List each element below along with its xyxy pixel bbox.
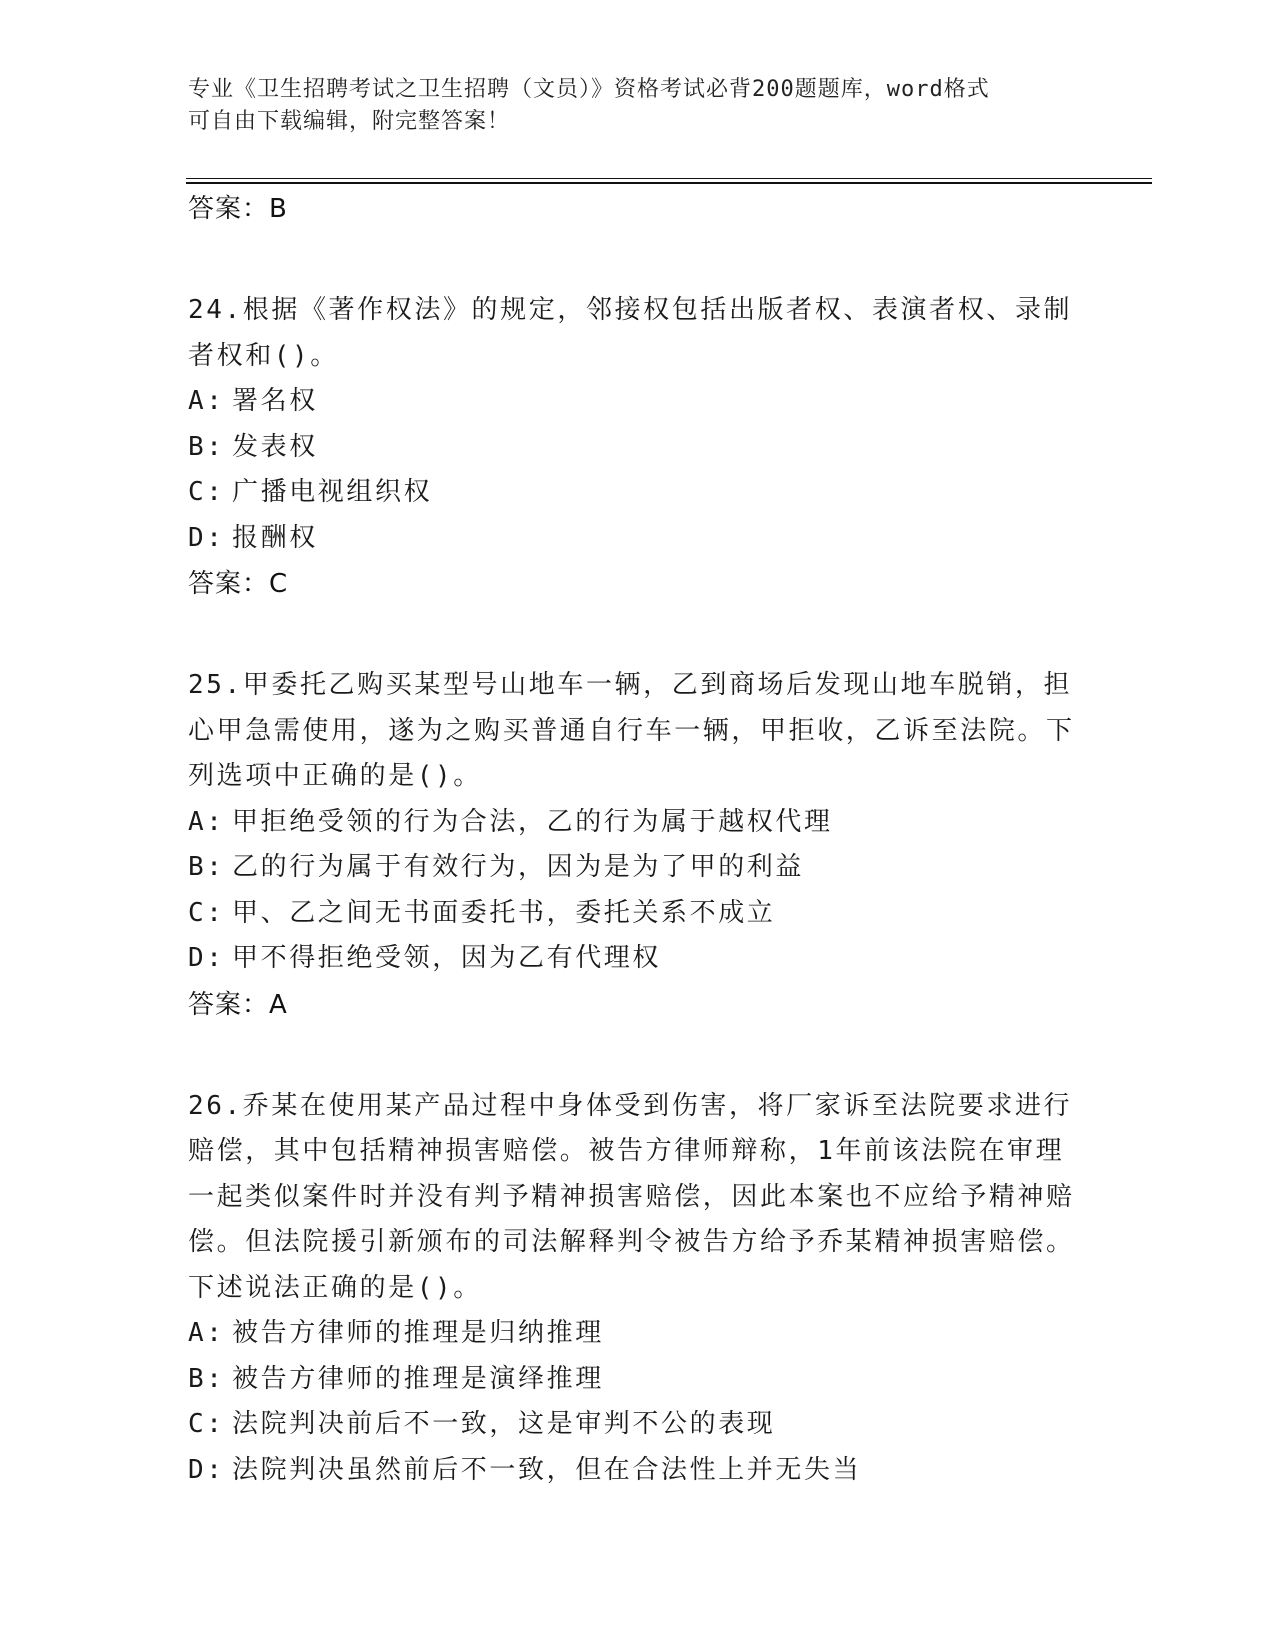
option-a (188, 1311, 1088, 1357)
option-letter: D: (188, 522, 225, 553)
document-body (188, 186, 1088, 1493)
option-text: 被告方律师的推理是归纳推理 (232, 1318, 604, 1348)
option-text: 报酬权 (232, 522, 318, 553)
document-header (188, 74, 1088, 138)
option-d (188, 936, 1088, 982)
option-text: 乙的行为属于有效行为，因为是为了甲的利益 (232, 852, 805, 882)
answer-25: 答案：A (188, 989, 288, 1020)
header-line-1: 专业《卫生招聘考试之卫生招聘（文员）》资格考试必背200题题库，word格式 (188, 77, 990, 102)
question-26 (188, 1084, 1088, 1494)
option-b (188, 845, 1088, 891)
answer-24: 答案：C (188, 569, 289, 599)
option-text: 广播电视组织权 (232, 477, 433, 507)
question-stem: 26.乔某在使用某产品过程中身体受到伤害，将厂家诉至法院要求进行赔偿，其中包括精神损害赔偿。被告方律师辩称，1年前该法院在审理一起类似案件时并没有判予精神损害赔偿，因此本案也不应给予精神赔偿。但法院援引新颁布的司法解释判令被告方给予乔某精神损害赔偿。下述说法正确的是()。 (188, 1090, 1075, 1303)
option-text: 被告方律师的推理是演绎推理 (232, 1363, 604, 1394)
option-letter: B: (188, 852, 225, 882)
option-text: 法院判决虽然前后不一致，但在合法性上并无失当 (232, 1454, 862, 1485)
option-letter: C: (188, 477, 225, 507)
question-24 (188, 288, 1088, 607)
question-25 (188, 663, 1088, 1028)
option-b (188, 425, 1088, 471)
option-letter: C: (188, 1409, 225, 1439)
option-d (188, 1448, 1088, 1494)
option-letter: C: (188, 897, 225, 928)
option-letter: D: (188, 1454, 225, 1485)
option-c (188, 891, 1088, 937)
header-rule-thick (186, 182, 1152, 184)
option-a (188, 800, 1088, 846)
option-letter: B: (188, 431, 225, 462)
option-c (188, 1402, 1088, 1448)
option-b (188, 1357, 1088, 1403)
option-text: 甲不得拒绝受领，因为乙有代理权 (232, 943, 662, 973)
option-letter: A: (188, 386, 225, 416)
option-text: 法院判决前后不一致，这是审判不公的表现 (232, 1409, 776, 1439)
answer-23: 答案：B (188, 194, 288, 224)
option-text: 署名权 (232, 386, 318, 416)
option-text: 甲拒绝受领的行为合法，乙的行为属于越权代理 (232, 806, 833, 837)
option-text: 甲、乙之间无书面委托书，委托关系不成立 (232, 897, 776, 928)
option-text: 发表权 (232, 431, 318, 462)
header-line-2: 可自由下载编辑，附完整答案！ (188, 109, 511, 134)
option-a (188, 379, 1088, 425)
header-rule-thin (186, 178, 1152, 179)
option-d (188, 516, 1088, 562)
question-stem: 24.根据《著作权法》的规定，邻接权包括出版者权、表演者权、录制者权和()。 (188, 295, 1073, 371)
option-letter: D: (188, 943, 225, 973)
option-letter: A: (188, 1318, 225, 1348)
option-c (188, 470, 1088, 516)
option-letter: B: (188, 1363, 225, 1394)
option-letter: A: (188, 806, 225, 837)
question-stem: 25.甲委托乙购买某型号山地车一辆，乙到商场后发现山地车脱销，担心甲急需使用，遂为之购买普通自行车一辆，甲拒收，乙诉至法院。下列选项中正确的是()。 (188, 670, 1075, 791)
